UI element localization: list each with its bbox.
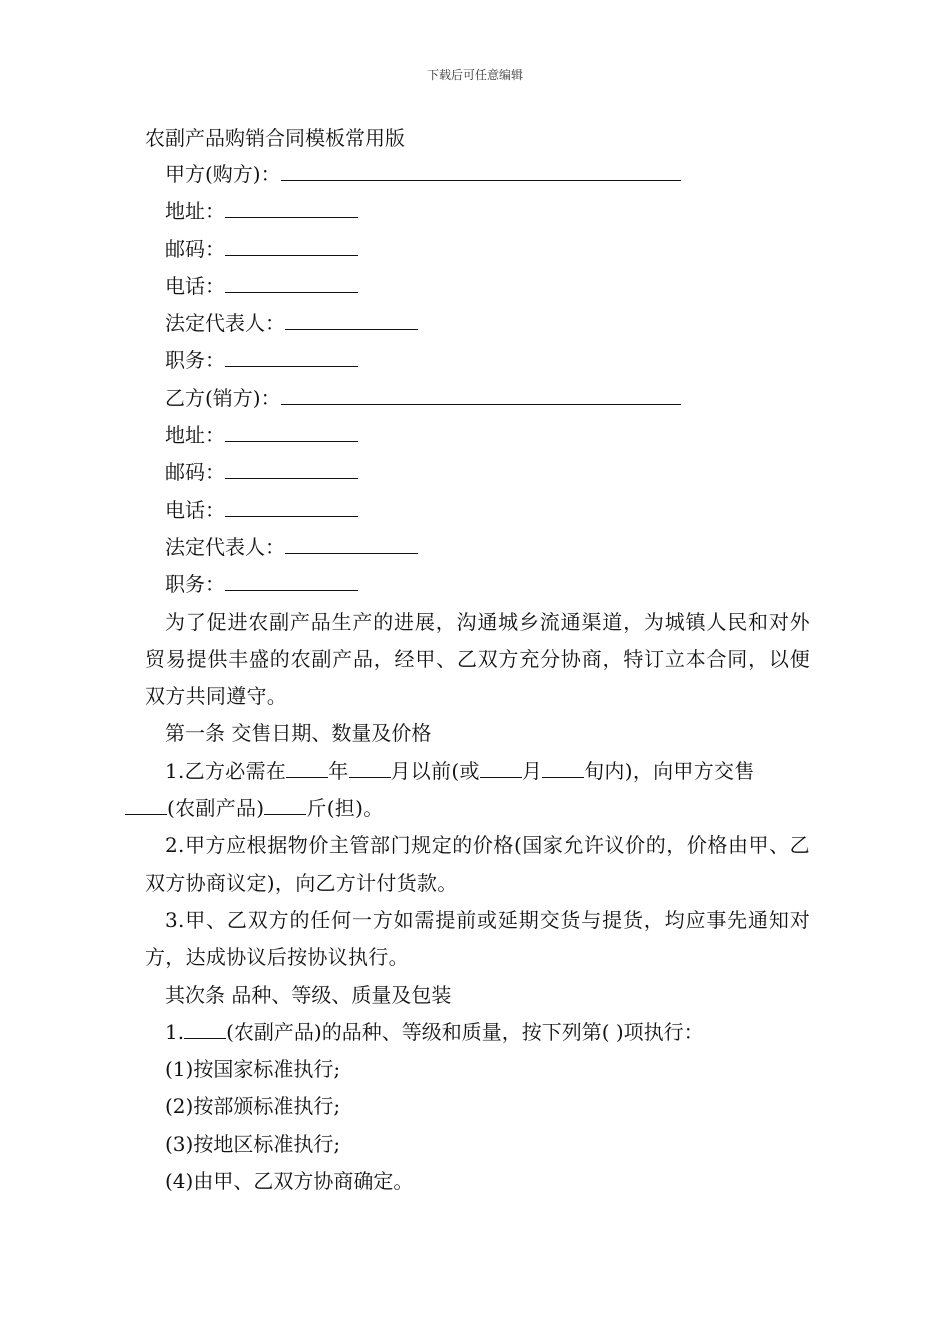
header-note: 下载后可任意编辑 (426, 68, 523, 82)
party-b-address-line (145, 417, 810, 454)
document-title: 农副产品购销合同模板常用版 (145, 126, 405, 150)
article-1-item-1-text-g: 斤(担)。 (306, 796, 384, 821)
party-b-postcode-line (145, 454, 810, 491)
party-a-phone-blank[interactable] (225, 274, 358, 293)
party-b-position-label: 职务： (165, 572, 225, 597)
alt-month-blank[interactable] (480, 759, 522, 778)
party-b-legal-rep-label: 法定代表人： (165, 534, 285, 559)
party-b-address-blank[interactable] (225, 423, 358, 442)
article-1-item-1 (145, 753, 810, 828)
party-b-legal-rep-line (145, 529, 810, 566)
party-a-legal-rep-line (145, 305, 810, 342)
party-a-position-label: 职务： (165, 348, 225, 373)
party-a-label: 甲方(购方)： (165, 162, 281, 186)
article-1-item-1-text-a: 1.乙方必需在 (165, 758, 287, 783)
party-a-address-label: 地址： (165, 199, 225, 224)
party-a-legal-rep-blank[interactable] (285, 311, 418, 330)
party-a-postcode-blank[interactable] (225, 237, 358, 256)
party-b-position-line (145, 566, 810, 603)
party-a-name-blank[interactable] (281, 162, 681, 181)
article-2-option-3: (3)按地区标准执行; (165, 1131, 341, 1156)
article-1-item-2: 2.甲方应根据物价主管部门规定的价格(国家允许议价的，价格由甲、乙双方协商议定)，向乙方计付货款。 (145, 833, 810, 895)
article-2-item-1-suffix: (农副产品)的品种、等级和质量，按下列第( )项执行： (226, 1019, 704, 1044)
quantity-blank[interactable] (264, 796, 306, 815)
party-a-line (145, 156, 810, 193)
article-2-option-2: (2)按部颁标准执行; (165, 1094, 341, 1119)
party-b-postcode-blank[interactable] (225, 460, 358, 479)
party-b-line (145, 380, 810, 417)
party-b-position-blank[interactable] (225, 572, 358, 591)
article-2-product-blank[interactable] (184, 1020, 226, 1039)
article-1-item-1-text-b: 年 (328, 758, 349, 783)
party-b-address-label: 地址： (165, 423, 225, 448)
preamble-paragraph: 为了促进农副产品生产的进展，沟通城乡流通渠道，为城镇人民和对外贸易提供丰盛的农副产品，经甲、乙双方充分协商，特订立本合同，以便双方共同遵守。 (145, 609, 810, 709)
party-a-legal-rep-label: 法定代表人： (165, 311, 285, 336)
article-1-item-1-text-d: 月 (521, 758, 543, 783)
party-a-address-line (145, 193, 810, 230)
party-a-postcode-label: 邮码： (165, 236, 225, 261)
party-b-legal-rep-blank[interactable] (285, 535, 418, 554)
party-b-phone-blank[interactable] (225, 498, 358, 517)
party-a-phone-line (145, 268, 810, 305)
party-b-phone-label: 电话： (165, 497, 225, 522)
article-1-heading: 第一条 交售日期、数量及价格 (165, 721, 432, 746)
article-1-item-3: 3.甲、乙双方的任何一方如需提前或延期交货与提货，均应事先通知对方，达成协议后按协议执行。 (145, 907, 810, 970)
month-blank[interactable] (349, 759, 391, 778)
period-blank[interactable] (542, 759, 584, 778)
article-2-item-1 (145, 1014, 810, 1051)
party-b-name-blank[interactable] (281, 386, 681, 405)
party-a-position-blank[interactable] (225, 348, 358, 367)
party-b-postcode-label: 邮码： (165, 460, 225, 485)
party-b-label: 乙方(销方)： (165, 385, 281, 410)
article-2-option-1: (1)按国家标准执行; (165, 1057, 341, 1082)
article-2-item-1-prefix: 1. (165, 1019, 185, 1044)
article-2-heading: 其次条 品种、等级、质量及包装 (165, 982, 452, 1007)
article-2-option-4: (4)由甲、乙双方协商确定。 (165, 1169, 414, 1194)
party-b-phone-line (145, 492, 810, 529)
party-a-address-blank[interactable] (225, 199, 358, 218)
product-blank[interactable] (125, 796, 167, 815)
article-1-item-1-text-e: 旬内)，向甲方交售 (584, 758, 755, 783)
party-a-postcode-line (145, 231, 810, 268)
party-a-position-line (145, 342, 810, 379)
party-a-phone-label: 电话： (165, 273, 225, 298)
document-body (145, 120, 810, 1200)
year-blank[interactable] (286, 759, 328, 778)
article-1-item-1-text-f: (农副产品) (167, 796, 265, 821)
article-1-item-1-text-c: 月以前(或 (390, 758, 480, 783)
